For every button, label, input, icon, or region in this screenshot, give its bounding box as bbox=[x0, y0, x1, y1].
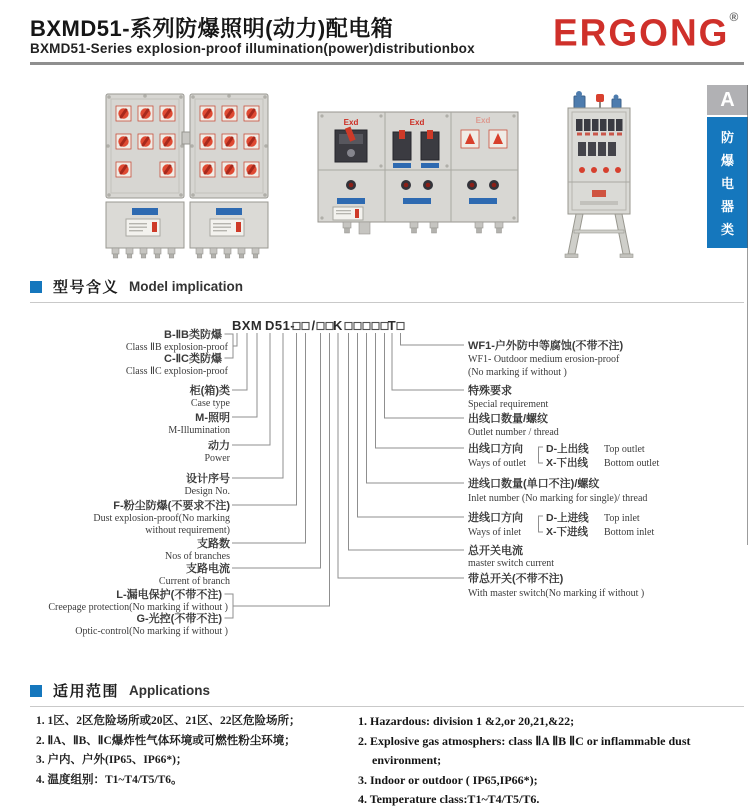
code-box bbox=[317, 323, 324, 330]
label-optic-control-en: Optic-control(No marking if without ) bbox=[75, 626, 228, 637]
section-bullet-icon bbox=[30, 685, 42, 697]
label-top-inlet-zh: D-上进线 bbox=[546, 512, 589, 524]
registered-trademark-icon: ® bbox=[729, 9, 739, 24]
code-box bbox=[345, 323, 352, 330]
page-title-zh: BXMD51-系列防爆照明(动力)配电箱 bbox=[30, 16, 394, 41]
label-outlet-number-en: Outlet number / thread bbox=[468, 427, 559, 438]
label-branch-current-zh: 支路电流 bbox=[186, 563, 230, 575]
tab-char: 类 bbox=[720, 222, 734, 237]
diagram-right-labels bbox=[467, 338, 660, 599]
applications-section-title-en: Applications bbox=[129, 683, 211, 698]
label-illumination-en: M-Illumination bbox=[168, 425, 230, 436]
label-branches-zh: 支路数 bbox=[197, 538, 230, 550]
application-item: 2. Explosive gas atmosphers: class ⅡA ⅡB ⅡC or inflammable dust environment; bbox=[358, 733, 691, 767]
applications-section-title-zh: 适用范围 bbox=[53, 683, 120, 700]
label-illumination-zh: M-照明 bbox=[195, 412, 230, 424]
code-box bbox=[363, 323, 370, 330]
stand-legs bbox=[565, 214, 633, 258]
label-branches-en: Nos of branches bbox=[165, 551, 230, 562]
label-outlet-number-zh: 出线口数量/螺纹 bbox=[468, 413, 549, 425]
nameplate bbox=[333, 207, 363, 220]
label-branch-current-en: Current of branch bbox=[158, 576, 230, 587]
exd-marking: Exd bbox=[475, 116, 491, 125]
label-case-type-en: Case type bbox=[190, 398, 230, 409]
brand-logo-text: ERGONG bbox=[553, 11, 730, 54]
page-title-en: BXMD51-Series explosion-proof illumination(power)distributionbox bbox=[30, 41, 475, 56]
blue-label bbox=[403, 198, 431, 204]
code-box bbox=[302, 323, 309, 330]
label-special-req-zh: 特殊要求 bbox=[468, 385, 512, 397]
label-bottom-outlet-zh: X-下出线 bbox=[546, 457, 588, 469]
label-top-inlet-en: Top inlet bbox=[604, 513, 640, 524]
category-tab-letter: A bbox=[707, 85, 748, 115]
blue-label bbox=[337, 198, 365, 204]
label-optic-control-zh: G-光控(不带不注) bbox=[136, 613, 222, 625]
label-dust-proof-en1: Dust explosion-proof(No marking bbox=[93, 513, 230, 524]
tab-char: 电 bbox=[720, 176, 734, 191]
code-slash: / bbox=[311, 318, 316, 333]
label-wf1-en1: WF1- Outdoor medium erosion-proof bbox=[468, 354, 620, 365]
product-photo-wall-boxes bbox=[100, 90, 275, 265]
model-section-title-zh: 型号含义 bbox=[53, 279, 120, 296]
code-seg-d: D bbox=[265, 318, 275, 333]
section-bullet-icon bbox=[30, 281, 42, 293]
top-fittings bbox=[574, 91, 621, 108]
label-master-switch-zh: 带总开关(不带不注) bbox=[468, 573, 564, 585]
cable-glands bbox=[343, 222, 503, 234]
header-divider bbox=[30, 62, 744, 65]
label-class-iib-zh: B-ⅡB类防爆 bbox=[164, 329, 222, 341]
product-photo-floor-cabinet bbox=[552, 86, 652, 266]
applications-section-header bbox=[30, 680, 210, 701]
label-dust-proof-zh: F-粉尘防爆(不要求不注) bbox=[113, 500, 230, 512]
label-inlet-number-zh: 进线口数量(单口不注)/螺纹 bbox=[468, 478, 600, 490]
code-box bbox=[372, 323, 379, 330]
main-switch bbox=[335, 127, 367, 162]
code-box bbox=[326, 323, 333, 330]
label-class-iic-en: Class ⅡC explosion-proof bbox=[125, 366, 228, 377]
blue-label bbox=[132, 208, 158, 215]
section-divider bbox=[30, 302, 744, 303]
code-box bbox=[354, 323, 361, 330]
cable-glands bbox=[112, 248, 175, 258]
label-creepage-en: Creepage protection(No marking if without ) bbox=[48, 602, 228, 613]
model-section-header bbox=[30, 276, 243, 297]
label-bottom-outlet-en: Bottom outlet bbox=[604, 458, 660, 469]
exd-marking: Exd bbox=[409, 118, 425, 127]
label-top-outlet-zh: D-上出线 bbox=[546, 443, 589, 455]
code-seg-xm: XM bbox=[241, 318, 263, 333]
label-class-iic-zh: C-ⅡC类防爆 bbox=[164, 353, 222, 365]
applications-list-en bbox=[358, 712, 730, 810]
code-seg-t: T bbox=[387, 318, 397, 333]
label-power-zh: 动力 bbox=[208, 440, 230, 452]
label-master-switch-en: With master switch(No marking if without ) bbox=[468, 588, 645, 599]
diagram-left-labels bbox=[48, 327, 230, 637]
panel-right bbox=[190, 94, 268, 258]
label-bottom-inlet-zh: X-下进线 bbox=[546, 526, 588, 538]
category-tab-label bbox=[707, 117, 748, 248]
model-code-diagram bbox=[0, 312, 750, 664]
application-item: 3. 户内、户外(IP65、IP66*)； bbox=[36, 754, 188, 766]
code-box bbox=[397, 323, 404, 330]
blue-label bbox=[216, 208, 242, 215]
label-outlet-ways-en: Ways of outlet bbox=[468, 458, 527, 469]
code-seg-b: B bbox=[232, 318, 242, 333]
application-item: 4. Temperature class:T1~T4/T5/T6. bbox=[358, 792, 540, 806]
model-section-title-en: Model implication bbox=[129, 279, 244, 294]
application-item: 2. ⅡA、ⅡB、ⅡC爆炸性气体环境或可燃性粉尘环境； bbox=[36, 734, 296, 747]
section-divider bbox=[30, 706, 744, 707]
application-item: 1. Hazardous: division 1 &2,or 20,21,&22; bbox=[358, 714, 575, 728]
applications-list-zh bbox=[36, 712, 354, 790]
label-wf1-zh: WF1-户外防中等腐蚀(不带不注) bbox=[468, 340, 624, 352]
door-label bbox=[592, 190, 606, 197]
label-outlet-ways-zh: 出线口方向 bbox=[468, 443, 523, 455]
application-item: 3. Indoor or outdoor ( IP65,IP66*); bbox=[358, 772, 538, 787]
application-item: 4. 温度组别：T1~T4/T5/T6。 bbox=[36, 773, 183, 786]
tab-char: 防 bbox=[720, 130, 734, 145]
label-master-current-en: master switch current bbox=[468, 558, 555, 569]
rotary-switch-grid bbox=[200, 106, 259, 177]
tab-char: 爆 bbox=[720, 153, 734, 168]
label-power-en: Power bbox=[204, 453, 230, 464]
label-class-iib-en: Class ⅡB explosion-proof bbox=[125, 342, 228, 353]
model-code-row bbox=[232, 318, 404, 333]
label-bottom-inlet-en: Bottom inlet bbox=[604, 527, 655, 538]
application-item: 1. 1区、2区危险场所或20区、21区、22区危险场所； bbox=[36, 715, 301, 727]
label-special-req-en: Special requirement bbox=[468, 399, 549, 410]
label-top-outlet-en: Top outlet bbox=[604, 444, 645, 455]
label-master-current-zh: 总开关电流 bbox=[468, 545, 523, 557]
code-seg-k: K bbox=[333, 318, 343, 333]
exd-marking: Exd bbox=[343, 118, 359, 127]
label-inlet-number-en: Inlet number (No marking for single)/ thread bbox=[468, 493, 648, 504]
brand-logo bbox=[553, 10, 738, 55]
label-case-type-zh: 柜(箱)类 bbox=[189, 385, 230, 397]
label-inlet-ways-zh: 进线口方向 bbox=[468, 512, 523, 524]
code-seg-51: 51- bbox=[274, 318, 296, 333]
panel-left bbox=[106, 94, 184, 258]
label-design-no-en: Design No. bbox=[184, 486, 230, 497]
label-dust-proof-en2: without requirement) bbox=[145, 525, 230, 536]
tab-char: 器 bbox=[720, 199, 734, 214]
blue-label bbox=[469, 198, 497, 204]
cable-glands bbox=[196, 248, 259, 258]
label-creepage-zh: L-漏电保护(不带不注) bbox=[116, 589, 222, 601]
label-design-no-zh: 设计序号 bbox=[186, 473, 230, 485]
label-wf1-en2: (No marking if without ) bbox=[468, 367, 567, 378]
alarm-beacon bbox=[596, 94, 604, 102]
product-photo-triple-box bbox=[315, 106, 525, 258]
label-inlet-ways-en: Ways of inlet bbox=[468, 527, 522, 538]
